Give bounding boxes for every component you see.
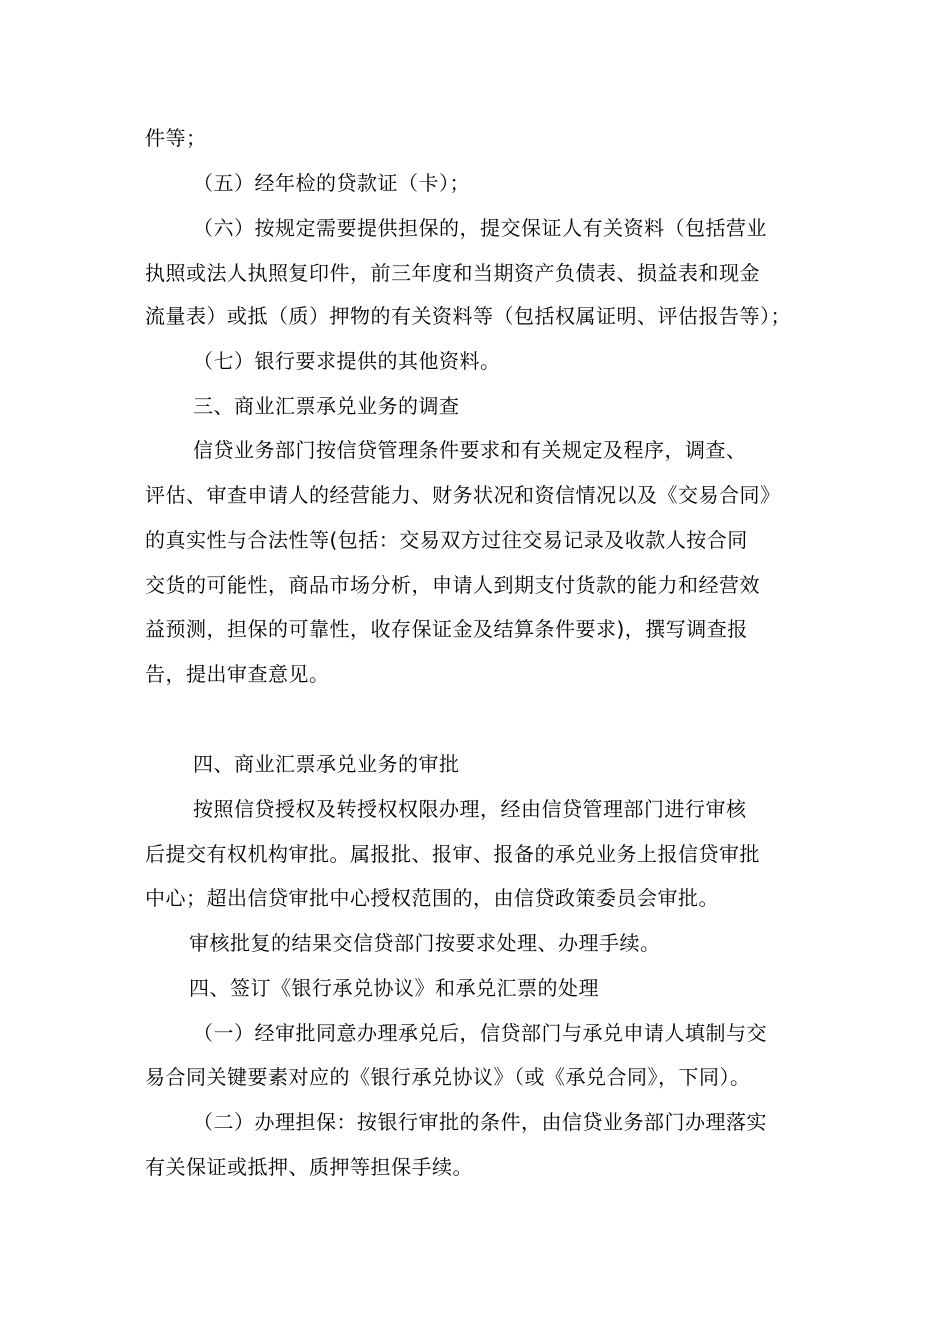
text-line: 有关保证或抵押、质押等担保手续。 [145, 1155, 473, 1179]
text-line: 评估、审查申请人的经营能力、财务状况和资信情况以及《交易合同》 [145, 483, 781, 507]
text-line: 益预测，担保的可靠性，收存保证金及结算条件要求)，撰写调查报 [145, 617, 748, 641]
section-heading: 三、商业汇票承兑业务的调查 [193, 394, 460, 418]
section-heading: 四、签订《银行承兑协议》和承兑汇票的处理 [189, 976, 599, 1000]
text-line: （七）银行要求提供的其他资料。 [193, 349, 501, 373]
text-line: 的真实性与合法性等(包括：交易双方过往交易记录及收款人按合同 [145, 528, 748, 552]
text-line: 审核批复的结果交信贷部门按要求处理、办理手续。 [189, 931, 661, 955]
text-line: （五）经年检的贷款证（卡）； [193, 171, 470, 195]
text-line: 流量表）或抵（质）押物的有关资料等（包括权属证明、评估报告等）； [145, 304, 791, 328]
text-line: （一）经审批同意办理承兑后，信贷部门与承兑申请人填制与交 [193, 1021, 767, 1045]
text-line: 后提交有权机构审批。属报批、报审、报备的承兑业务上报信贷审批 [145, 842, 760, 866]
text-line: 告，提出审查意见。 [145, 662, 330, 686]
section-heading: 四、商业汇票承兑业务的审批 [193, 752, 460, 776]
text-line: 件等； [145, 126, 207, 150]
text-line: 信贷业务部门按信贷管理条件要求和有关规定及程序，调查、 [193, 438, 747, 462]
text-line: 易合同关键要素对应的《银行承兑协议》（或《承兑合同》，下同）。 [145, 1065, 751, 1089]
text-line: 按照信贷授权及转授权权限办理，经由信贷管理部门进行审核 [193, 797, 747, 821]
text-line: 交货的可能性，商品市场分析，申请人到期支付货款的能力和经营效 [145, 573, 760, 597]
text-line: 执照或法人执照复印件，前三年度和当期资产负债表、损益表和现金 [145, 261, 760, 285]
text-line: （二）办理担保：按银行审批的条件，由信贷业务部门办理落实 [193, 1110, 767, 1134]
text-line: 中心；超出信贷审批中心授权范围的，由信贷政策委员会审批。 [145, 886, 719, 910]
text-line: （六）按规定需要提供担保的，提交保证人有关资料（包括营业 [193, 216, 767, 240]
